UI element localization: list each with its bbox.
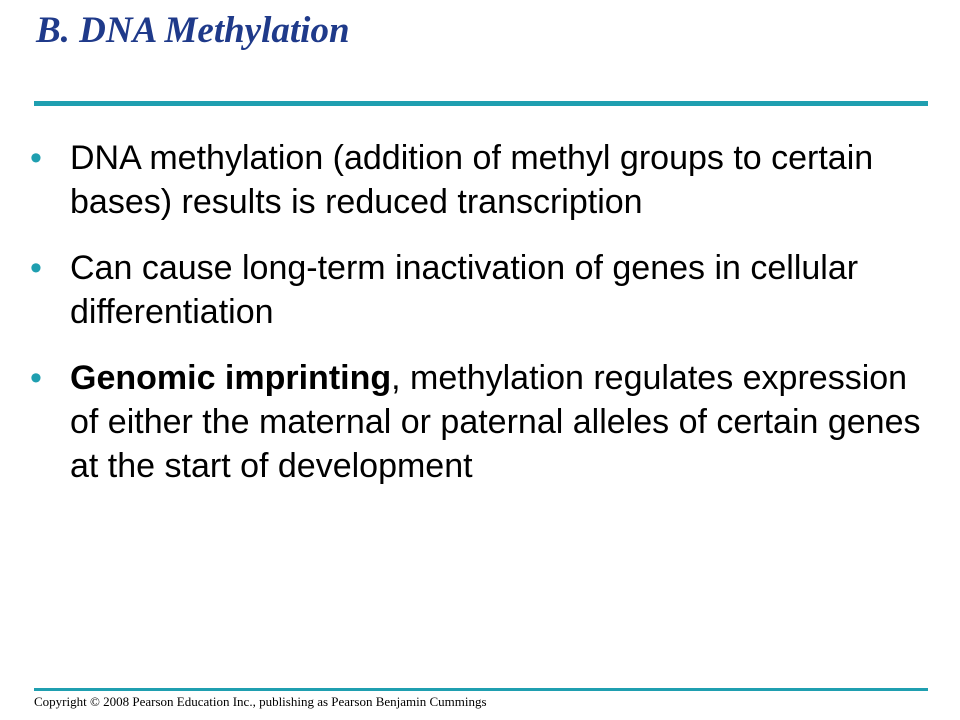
bullet-text	[70, 139, 873, 221]
bullet-text-body: Can cause long-term inactivation of genes in cellular differentiation	[70, 249, 859, 331]
bullet-item	[30, 356, 930, 488]
bullet-text-body: DNA methylation (addition of methyl groups to certain bases) results is reduced transcription	[70, 139, 874, 221]
bullet-text	[70, 359, 921, 485]
title-divider	[34, 101, 928, 106]
slide-title: B. DNA Methylation	[36, 10, 350, 51]
footer-divider	[34, 688, 928, 691]
bullet-text	[70, 249, 858, 331]
bullet-bold-term: Genomic imprinting	[70, 359, 392, 397]
copyright-footer: Copyright © 2008 Pearson Education Inc., publishing as Pearson Benjamin Cummings	[34, 694, 487, 709]
bullet-dot-icon: •	[30, 359, 42, 397]
bullet-text-body: , methylation regulates expression of either the maternal or paternal alleles of certain genes at the start of development	[70, 359, 921, 485]
bullet-dot-icon: •	[30, 249, 42, 287]
bullet-list	[30, 136, 930, 510]
bullet-item	[30, 246, 930, 334]
bullet-dot-icon: •	[30, 139, 42, 177]
bullet-item	[30, 136, 930, 224]
